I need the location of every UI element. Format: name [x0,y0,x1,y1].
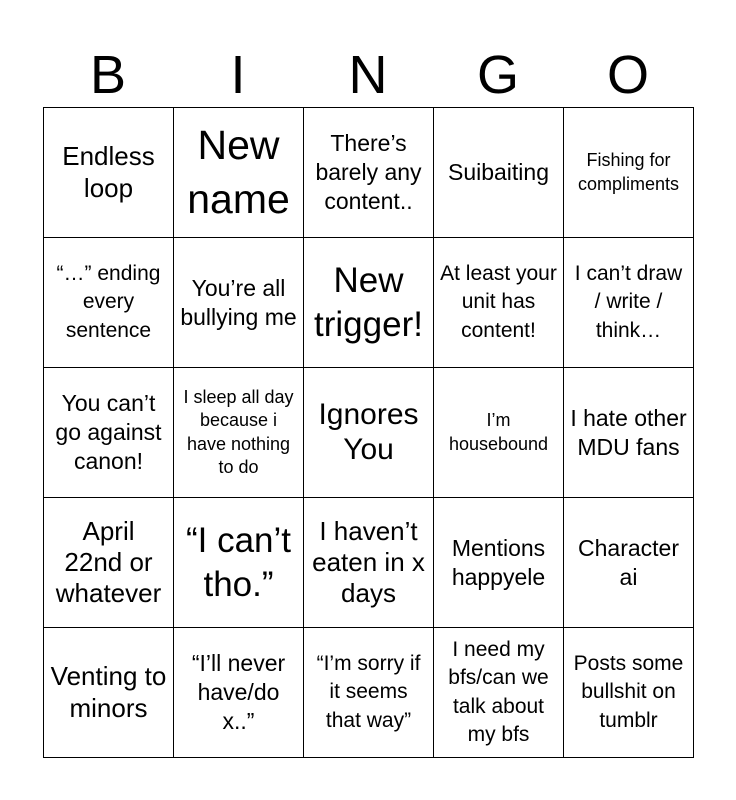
bingo-cell[interactable] [304,238,434,368]
cell-text: You’re all bullying me [180,274,297,330]
cell-text: “…” ending every sentence [56,261,161,342]
cell-text: I need my bfs/can we talk about my bfs [448,637,549,746]
bingo-cell[interactable] [44,498,174,628]
bingo-cell[interactable] [434,238,564,368]
bingo-grid [43,107,694,758]
bingo-cell[interactable] [434,498,564,628]
bingo-cell[interactable] [44,108,174,238]
cell-text: Endless loop [62,141,155,203]
header-letter-g: G [476,45,519,105]
bingo-cell[interactable] [304,368,434,498]
cell-text: Character ai [578,534,679,590]
cell-text: “I’m sorry if it seems that way” [316,651,421,732]
cell-text: Fishing for compliments [577,150,680,194]
bingo-cell[interactable] [44,368,174,498]
cell-text: There’s barely any content.. [315,130,422,214]
bingo-cell[interactable] [564,108,694,238]
bingo-cell[interactable] [304,108,434,238]
cell-text: I hate other MDU fans [570,404,687,460]
cell-text: I sleep all day because i have nothing to do [183,386,294,477]
cell-text: Ignores You [318,398,419,466]
cell-text: You can’t go against canon! [55,390,162,474]
cell-text: Posts some bullshit on tumblr [573,651,684,732]
cell-text: I can’t draw / write / think… [574,261,683,342]
bingo-cell[interactable] [434,108,564,238]
bingo-cell[interactable] [174,498,304,628]
bingo-cell[interactable] [434,628,564,758]
cell-text: Venting to minors [50,661,167,723]
bingo-cell[interactable] [174,368,304,498]
cell-text: April 22nd or whatever [55,515,162,609]
cell-text: “I can’t tho.” [185,520,292,604]
bingo-cell[interactable] [564,628,694,758]
bingo-cell[interactable] [44,628,174,758]
header-letter-i: I [230,45,246,105]
bingo-cell[interactable] [304,628,434,758]
bingo-cell[interactable] [174,238,304,368]
cell-text: I’m housebound [448,410,549,454]
cell-text: At least your unit has content! [440,261,557,342]
cell-text: “I’ll never have/do x..” [191,650,286,734]
bingo-cell[interactable] [304,498,434,628]
cell-text: Mentions happyele [451,534,546,590]
bingo-cell[interactable] [434,368,564,498]
bingo-cell[interactable] [564,498,694,628]
bingo-cell[interactable] [174,108,304,238]
bingo-header [43,42,693,108]
cell-text: New trigger! [314,260,423,344]
cell-text: I haven’t eaten in x days [312,515,425,609]
header-letter-o: O [606,45,649,105]
bingo-cell[interactable] [564,368,694,498]
bingo-cell[interactable] [44,238,174,368]
bingo-cell[interactable] [564,238,694,368]
header-letter-b: B [89,45,127,105]
cell-text: New name [187,122,290,222]
bingo-cell[interactable] [174,628,304,758]
header-letter-n: N [348,45,388,105]
cell-text: Suibaiting [447,159,550,186]
